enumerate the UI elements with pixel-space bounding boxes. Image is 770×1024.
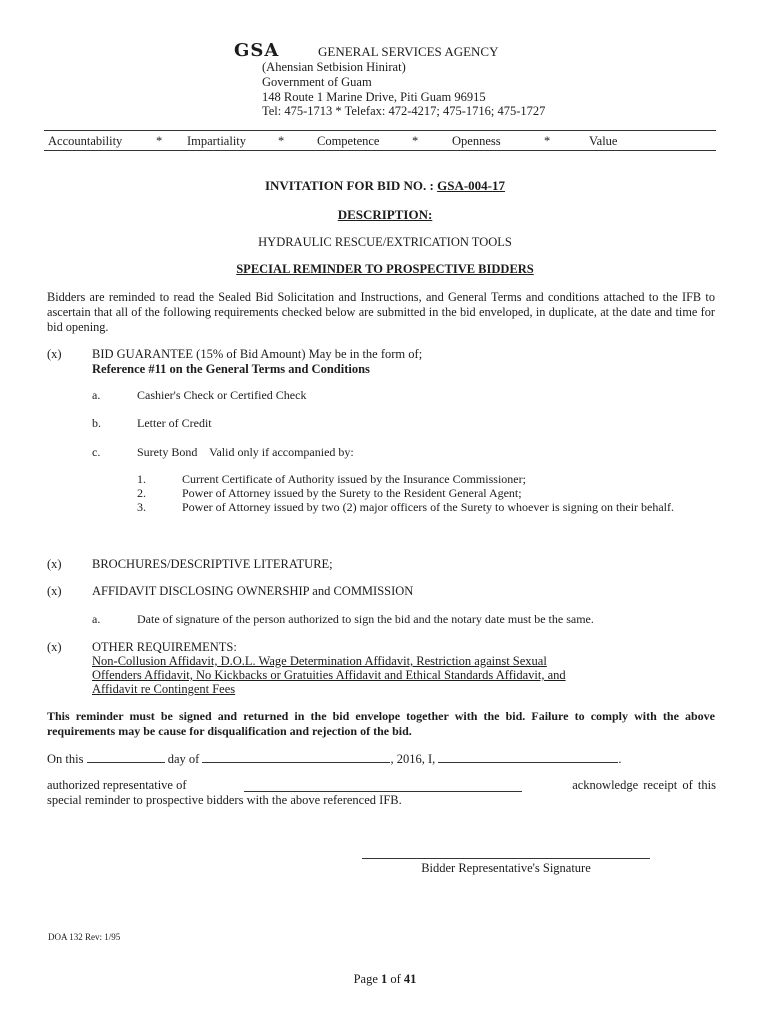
value-separator: * (278, 134, 285, 148)
agency-subtitle: (Ahensian Setbision Hinirat) (262, 60, 406, 74)
value-separator: * (544, 134, 551, 148)
agency-name: GENERAL SERVICES AGENCY (318, 44, 499, 59)
ack-on-this: On this (47, 752, 84, 766)
value-value: Value (589, 134, 618, 148)
ack-line-1 (47, 750, 715, 767)
other-requirements-heading: OTHER REQUIREMENTS: (92, 640, 237, 654)
list-number: 3. (137, 500, 146, 514)
ack-acknowledge: acknowledge receipt of this (572, 778, 716, 792)
other-requirements-line: Affidavit re Contingent Fees (92, 682, 236, 696)
government-line: Government of Guam (262, 75, 372, 89)
bid-guarantee-line: BID GUARANTEE (15% of Bid Amount) May be in the form of; (92, 347, 423, 361)
list-item: Power of Attorney issued by the Surety to the Resident General Agent; (182, 486, 522, 500)
phone-line: Tel: 475-1713 * Telefax: 472-4217; 475-1716; 475-1727 (262, 104, 546, 118)
ifb-number: GSA-004-17 (437, 178, 506, 193)
checkbox-mark: (x) (47, 347, 62, 361)
intro-paragraph: Bidders are reminded to read the Sealed Bid Solicitation and Instructions, and General Terms and conditions attached to the IFB to ascertain that all of the following requirements checked below are submitted in the bid enveloped, in duplicate, at the date and time for bid opening. (47, 290, 715, 334)
affidavit-line: AFFIDAVIT DISCLOSING OWNERSHIP and COMMISSION (92, 584, 414, 598)
value-accountability: Accountability (48, 134, 123, 148)
page-current: 1 (381, 972, 388, 986)
ifb-prefix: INVITATION FOR BID NO. : (264, 178, 438, 193)
list-item: Letter of Credit (137, 416, 212, 430)
list-letter: b. (92, 416, 101, 430)
description-heading: DESCRIPTION: (337, 207, 433, 222)
list-item: Surety Bond Valid only if accompanied by: (137, 445, 354, 459)
list-item: Power of Attorney issued by two (2) major officers of the Surety to whoever is signing on their behalf. (182, 500, 675, 514)
gsa-logo: GSA (234, 40, 280, 61)
signature-line[interactable] (362, 858, 650, 859)
ack-year: , 2016, I, (390, 752, 436, 766)
day-blank[interactable] (87, 750, 165, 763)
ifb-title (0, 178, 770, 194)
checkbox-mark: (x) (47, 557, 62, 571)
list-number: 2. (137, 486, 146, 500)
brochures-line: BROCHURES/DESCRIPTIVE LITERATURE; (92, 557, 333, 571)
checkbox-mark: (x) (47, 584, 62, 598)
checkbox-mark: (x) (47, 640, 62, 654)
warning-paragraph: This reminder must be signed and returned in the bid envelope together with the bid. Failure to comply with the above requirements may be cause for disqualification and rejection of the bid. (47, 709, 715, 738)
value-separator: * (412, 134, 419, 148)
other-requirements-line: Non-Collusion Affidavit, D.O.L. Wage Determination Affidavit, Restriction against Sexual (92, 654, 547, 668)
list-item: Cashier's Check or Certified Check (137, 388, 307, 402)
list-item: Date of signature of the person authorized to sign the bid and the notary date must be the same. (137, 612, 594, 626)
page-of: of (387, 972, 404, 986)
list-letter: a. (92, 388, 101, 402)
list-letter: c. (92, 445, 101, 459)
address-line: 148 Route 1 Marine Drive, Piti Guam 96915 (262, 90, 486, 104)
header-rule-bottom (44, 150, 716, 151)
header-rule-top (44, 130, 716, 131)
page-total: 41 (403, 972, 417, 986)
list-letter: a. (92, 612, 101, 626)
page-prefix: Page (353, 972, 381, 986)
bid-guarantee-reference: Reference #11 on the General Terms and Conditions (92, 362, 370, 376)
reminder-heading: SPECIAL REMINDER TO PROSPECTIVE BIDDERS (236, 262, 534, 276)
ack-authorized: authorized representative of (47, 778, 187, 792)
value-openness: Openness (452, 134, 501, 148)
other-requirements-line: Offenders Affidavit, No Kickbacks or Gratuities Affidavit and Ethical Standards Affidavit, and (92, 668, 566, 682)
value-competence: Competence (317, 134, 380, 148)
name-blank[interactable] (438, 750, 618, 763)
item-description: HYDRAULIC RESCUE/EXTRICATION TOOLS (258, 235, 512, 249)
page-number (0, 972, 770, 987)
list-number: 1. (137, 472, 146, 486)
ack-period: . (618, 752, 622, 766)
form-number: DOA 132 Rev: 1/95 (48, 932, 121, 942)
list-item: Current Certificate of Authority issued by the Insurance Commissioner; (182, 472, 526, 486)
month-blank[interactable] (202, 750, 390, 763)
ack-day-of: day of (167, 752, 200, 766)
signature-label: Bidder Representative's Signature (421, 861, 591, 875)
ack-line-2: special reminder to prospective bidders with the above referenced IFB. (47, 793, 402, 807)
company-blank[interactable] (244, 779, 522, 792)
value-impartiality: Impartiality (187, 134, 247, 148)
value-separator: * (156, 134, 163, 148)
